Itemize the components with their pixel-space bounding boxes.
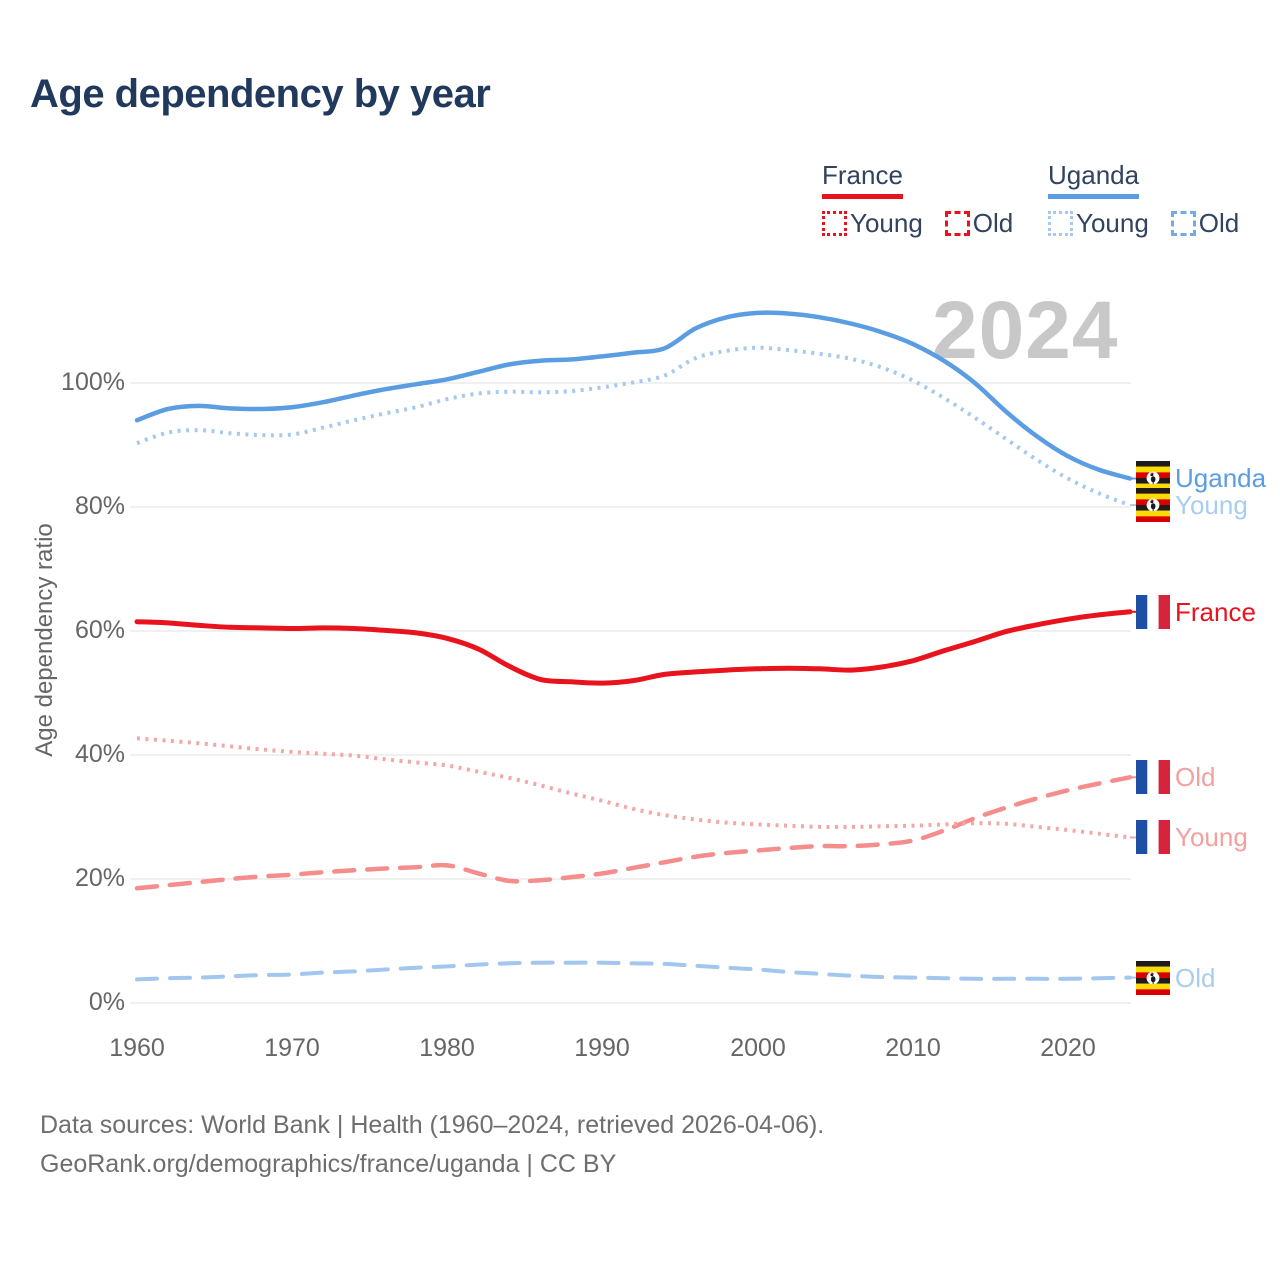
x-tick-label-2020: 2020 [1040, 1034, 1096, 1062]
footer-attribution [40, 1106, 824, 1184]
france-flag-icon [1136, 760, 1170, 794]
chart-title: Age dependency by year [30, 72, 491, 116]
y-tick-label-20: 20% [74, 864, 125, 892]
legend-france-header: France [822, 160, 903, 199]
watermark-year: 2024 [932, 285, 1119, 376]
y-tick-label-0: 0% [88, 988, 125, 1016]
france-flag-icon [1136, 820, 1170, 854]
series-end-label-uganda-old [1136, 961, 1215, 995]
series-line-france-old [137, 777, 1130, 888]
series-end-label-text: France [1175, 596, 1256, 627]
series-line-uganda-young [137, 348, 1130, 505]
footer-link: GeoRank.org/demographics/france/uganda | CC BY [40, 1150, 617, 1178]
france-flag-icon [1136, 595, 1170, 629]
series-line-uganda-old [137, 963, 1130, 980]
france-flag-icon [1136, 595, 1170, 629]
legend-label-france-old: Old [972, 208, 1014, 238]
x-tick-label-2000: 2000 [730, 1034, 786, 1062]
series-end-label-text: Old [1175, 962, 1216, 993]
x-tick-label-2010: 2010 [885, 1034, 941, 1062]
y-tick-label-100: 100% [61, 368, 125, 396]
uganda-flag-icon [1136, 961, 1170, 995]
series-end-label-text: Uganda [1175, 462, 1267, 493]
series-line-france-total [137, 612, 1130, 683]
x-tick-label-1960: 1960 [109, 1034, 165, 1062]
series-end-label-france-young [1136, 820, 1248, 854]
legend-label-uganda-young: Young [1076, 208, 1149, 238]
y-tick-label-40: 40% [74, 740, 125, 768]
x-tick-label-1980: 1980 [419, 1034, 475, 1062]
series-line-france-young [137, 738, 1130, 837]
france-flag-icon [1136, 760, 1170, 794]
series-end-label-france-old [1136, 760, 1215, 794]
series-end-label-france-total [1136, 595, 1256, 629]
legend-label-france-young: Young [850, 208, 923, 238]
footer-sources: Data sources: World Bank | Health (1960–2024, retrieved 2026-04-06). [40, 1111, 825, 1139]
y-tick-label-80: 80% [74, 492, 125, 520]
legend-label-uganda-old: Old [1198, 208, 1240, 238]
france-flag-icon [1136, 820, 1170, 854]
series-end-label-text: Young [1175, 489, 1248, 520]
y-axis-title: Age dependency ratio [31, 523, 58, 757]
series-end-label-uganda-young [1136, 488, 1248, 522]
series-end-label-text: Young [1175, 821, 1248, 852]
x-tick-label-1970: 1970 [264, 1034, 320, 1062]
y-tick-label-60: 60% [74, 616, 125, 644]
series-end-label-text: Old [1175, 761, 1216, 792]
x-tick-label-1990: 1990 [574, 1034, 630, 1062]
uganda-flag-icon [1136, 488, 1170, 522]
uganda-flag-icon [1136, 961, 1170, 995]
uganda-flag-icon [1136, 488, 1170, 522]
series-line-uganda-total [137, 313, 1130, 479]
legend-uganda-header: Uganda [1048, 160, 1139, 199]
